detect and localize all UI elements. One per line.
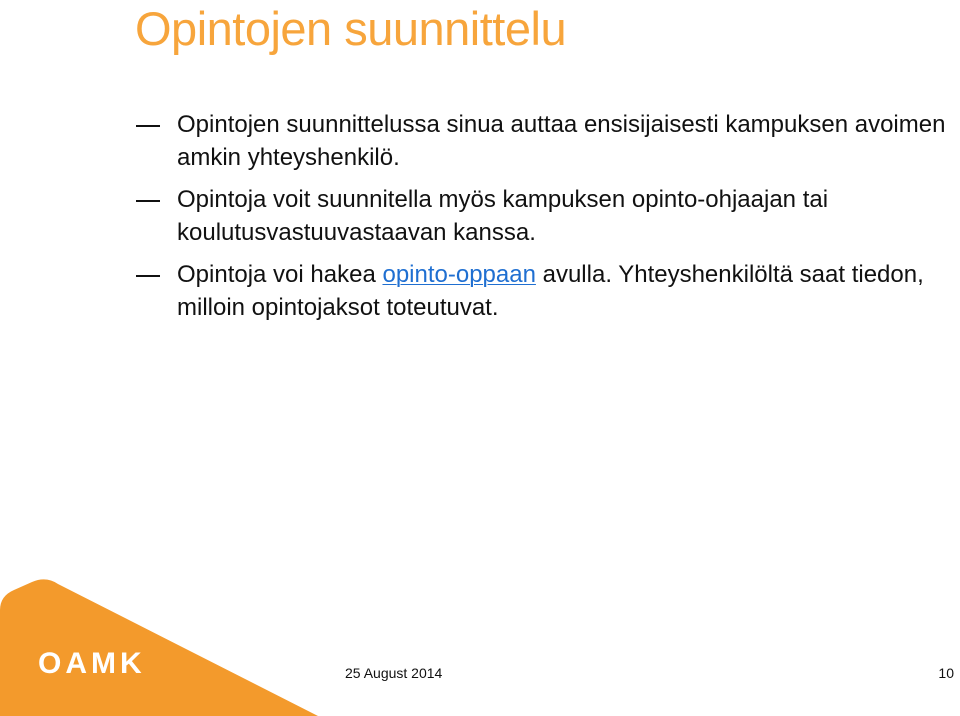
bullet-text: Opintojen suunnittelussa sinua auttaa ensisijaisesti kampuksen avoimen amkin yhteyshenkilö. (177, 111, 946, 171)
bullet-item (136, 258, 956, 324)
dash-bullet-icon (136, 200, 160, 202)
bullet-item (136, 183, 956, 249)
footer-date: 25 August 2014 (345, 665, 443, 681)
page-number: 10 (938, 665, 954, 681)
dash-bullet-icon (136, 275, 160, 277)
bullet-text-continued: avulla. Yhteyshenkilöltä saat tiedon, milloin opintojaksot toteutuvat. (177, 261, 924, 321)
slide-title: Opintojen suunnittelu (135, 2, 567, 55)
bullet-text: Opintoja voi hakea (177, 261, 383, 288)
bullet-text: Opintoja voit suunnitella myös kampuksen opinto-ohjaajan tai koulutusvastuuvastaavan kanssa. (177, 186, 829, 246)
bullet-item (136, 108, 956, 174)
bullet-list (136, 108, 956, 333)
dash-bullet-icon (136, 125, 160, 127)
opinto-opas-link[interactable]: opinto-oppaan (382, 261, 536, 288)
oamk-logo: OAMK (38, 647, 146, 680)
